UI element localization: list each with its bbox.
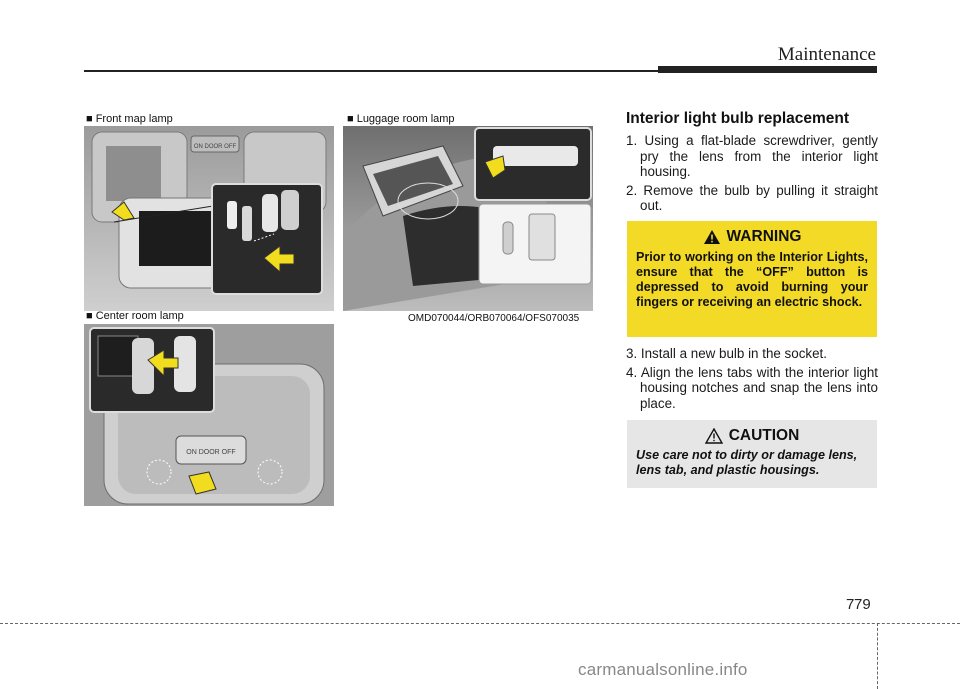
luggage-room-lamp-label: ■ Luggage room lamp (347, 113, 455, 125)
footer-divider (877, 623, 878, 689)
step-3: 3. Install a new bulb in the socket. (626, 346, 827, 361)
section-title: Maintenance (777, 44, 876, 65)
steps-list-a (626, 133, 878, 217)
warning-text: Prior to working on the Interior Lights, ensure that the “OFF” button is depressed to avoid burning your fingers or receiving an electric shock. (636, 250, 868, 309)
caution-icon (705, 428, 723, 444)
caution-box (627, 420, 877, 488)
step-4: 4. Align the lens tabs with the interior light housing notches and snap the lens into place. (626, 364, 878, 411)
front-switch-text: ON DOOR OFF (193, 144, 237, 150)
chapter-number: 7 (846, 596, 855, 613)
watermark: carmanualsonline.info (578, 660, 748, 679)
caution-title: CAUTION (728, 427, 800, 444)
steps-list-b (626, 346, 878, 414)
center-room-lamp-label: ■ Center room lamp (86, 310, 184, 322)
center-room-lamp-figure (84, 324, 334, 506)
center-switch-text: ON DOOR OFF (186, 449, 236, 456)
step-1: 1. Using a flat-blade screwdriver, gently pry the lens from the interior light housing. (626, 133, 878, 179)
step-2: 2. Remove the bulb by pulling it straight out. (626, 182, 878, 213)
warning-title: WARNING (726, 228, 802, 245)
subsection-title: Interior light bulb replacement (626, 110, 850, 127)
caution-text: Use care not to dirty or damage lens, lens tab, and plastic housings. (636, 448, 858, 477)
front-map-lamp-label: ■ Front map lamp (86, 113, 173, 125)
warning-icon (703, 229, 721, 245)
warning-box (627, 221, 877, 337)
page-number: 79 (854, 596, 871, 613)
image-code-label: OMD070044/ORB070064/OFS070035 (408, 313, 580, 324)
footer-rule (0, 623, 960, 624)
header-bar (658, 66, 877, 73)
front-map-lamp-figure (84, 126, 334, 311)
luggage-room-lamp-figure (343, 126, 593, 311)
